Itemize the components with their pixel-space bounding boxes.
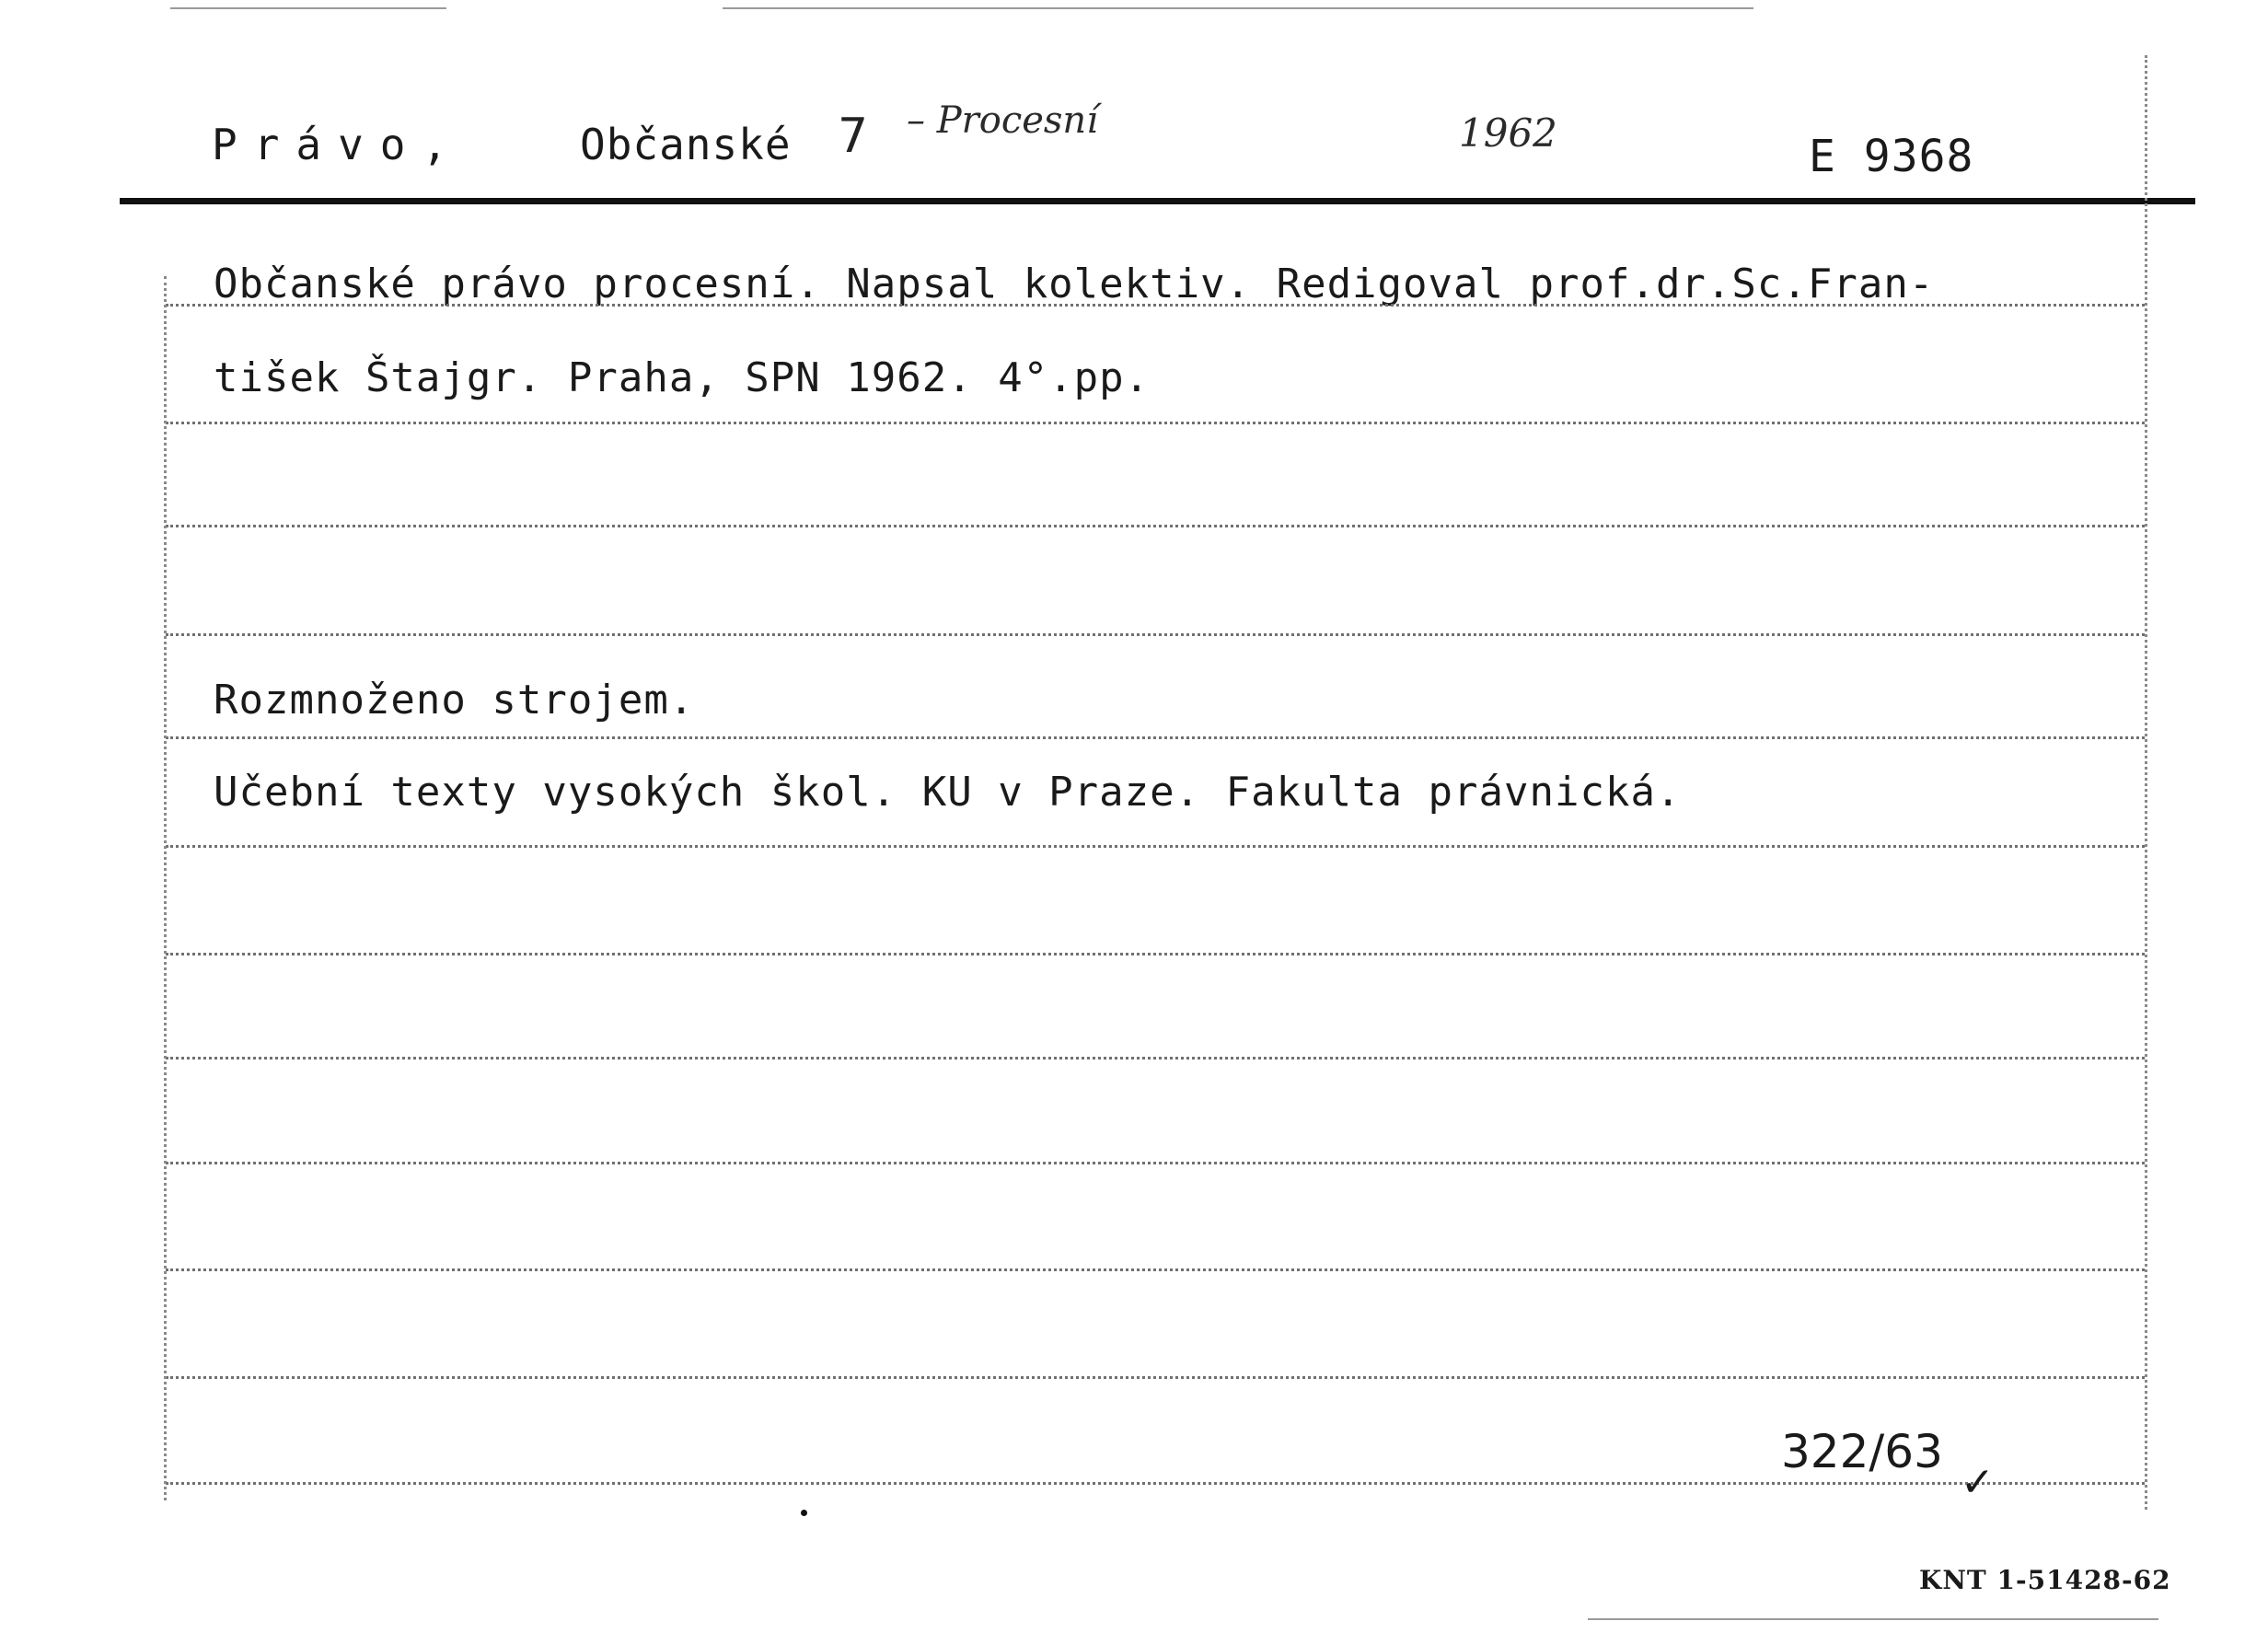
accession-number: 322/63	[1781, 1425, 1943, 1478]
ruled-line	[166, 422, 2145, 424]
ruled-line	[166, 1162, 2145, 1164]
handwritten-subdivision: – Procesní	[907, 99, 1098, 142]
bracket-mark: 7	[838, 109, 869, 164]
record-line-2: tišek Štajgr. Praha, SPN 1962. 4°.pp.	[214, 354, 1151, 401]
check-icon: ✓	[1961, 1459, 1995, 1506]
handwritten-year: 1962	[1459, 110, 1557, 156]
top-rule	[723, 7, 1753, 9]
right-margin-line	[2145, 55, 2147, 1510]
record-note-2: Učební texty vysokých škol. KU v Praze. Fakulta právnická.	[214, 769, 1682, 816]
record-line-1: Občanské právo procesní. Napsal kolektiv. Redigoval prof.dr.Sc.Fran-	[214, 261, 1935, 307]
bottom-rule	[1588, 1618, 2158, 1620]
ruled-line	[166, 1482, 2145, 1485]
subject-heading: Právo,	[212, 120, 465, 169]
subject-subdivision: Občanské	[580, 120, 792, 169]
ruled-line	[166, 1057, 2145, 1060]
ruled-line	[166, 1376, 2145, 1379]
top-rule	[170, 7, 446, 9]
ruled-line	[166, 633, 2145, 636]
heading-rule	[120, 198, 2195, 204]
ruled-line	[166, 736, 2145, 739]
ruled-line	[166, 953, 2145, 955]
ruled-line	[166, 845, 2145, 848]
ink-speck	[801, 1510, 807, 1516]
ruled-line	[166, 525, 2145, 527]
ruled-line	[166, 304, 2145, 307]
left-margin-line	[164, 276, 167, 1500]
record-note-1: Rozmnoženo strojem.	[214, 677, 695, 724]
ruled-line	[166, 1268, 2145, 1271]
call-number: E 9368	[1809, 131, 1974, 182]
printer-code: KNT 1-51428-62	[1919, 1565, 2171, 1595]
